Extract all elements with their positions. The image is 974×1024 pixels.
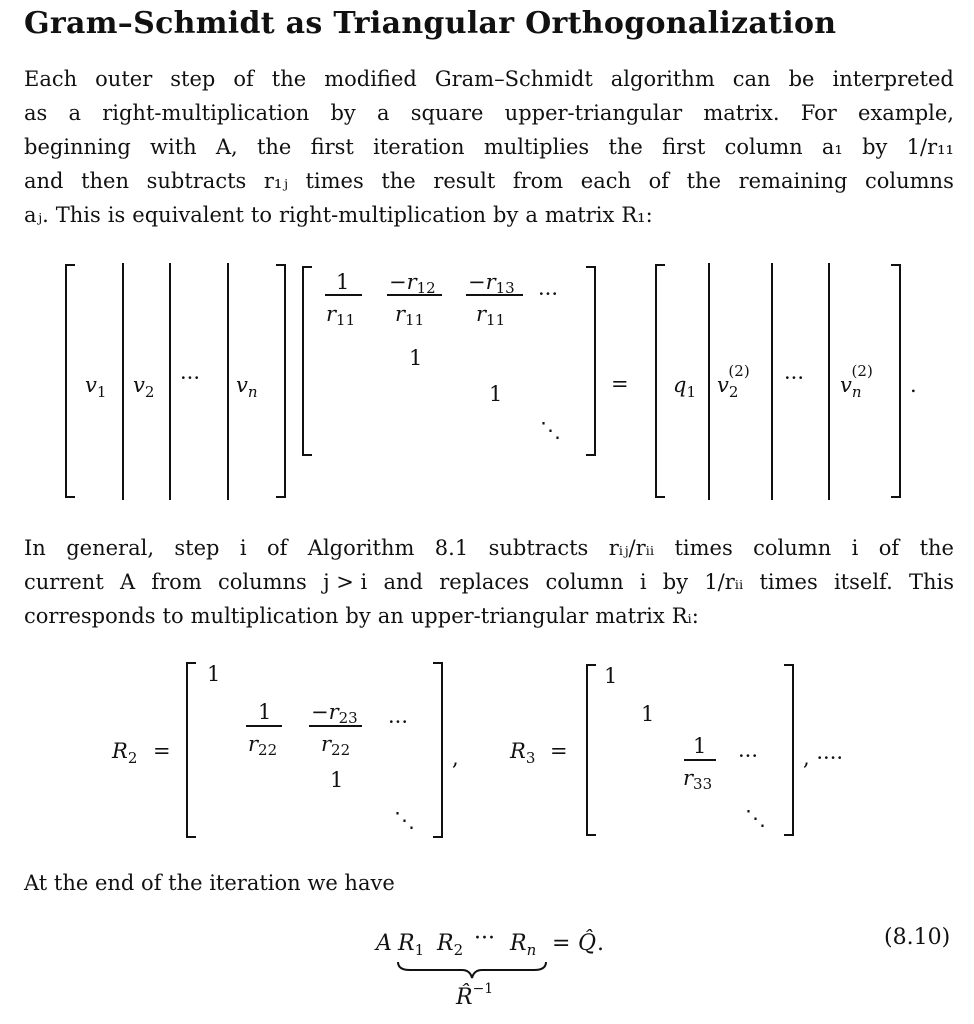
word: i	[639, 570, 647, 594]
word: This	[908, 570, 954, 594]
equation-r2-r3-matrices	[0, 655, 974, 850]
r3-ddots: ⋱	[745, 806, 766, 830]
word: the	[271, 67, 307, 91]
word: of	[648, 169, 670, 193]
word: j > i	[323, 570, 368, 594]
word: iteration	[373, 135, 465, 159]
word: subtracts	[488, 536, 589, 560]
word: This	[55, 203, 101, 227]
word: is	[107, 203, 126, 227]
word: right-multiplication	[102, 101, 310, 125]
word: A,	[215, 135, 238, 159]
equation-8-10	[0, 920, 974, 1024]
word: A	[119, 570, 136, 594]
word: interpreted	[832, 67, 954, 91]
word: by	[662, 570, 689, 594]
text-line	[24, 531, 954, 565]
word: column	[753, 536, 832, 560]
text-line	[24, 565, 954, 599]
word: 1/rᵢᵢ	[704, 570, 744, 594]
word: r₁ⱼ	[263, 169, 288, 193]
word: from	[151, 570, 202, 594]
lhs-v1: $v_1$	[85, 373, 107, 401]
eq3-A: A	[376, 931, 392, 956]
underbrace	[398, 962, 546, 978]
r2-entry-11: 1	[207, 662, 221, 686]
word: Each	[24, 67, 78, 91]
word: In	[24, 536, 46, 560]
word: the	[686, 169, 722, 193]
word: times	[674, 536, 733, 560]
word: multiplies	[483, 135, 590, 159]
word: Rᵢ:	[671, 604, 699, 628]
word: corresponds	[24, 604, 156, 628]
r3-entry-11: 1	[604, 664, 618, 688]
word: matrix.	[703, 101, 780, 125]
word: be	[788, 67, 815, 91]
equals-sign: =	[611, 372, 629, 396]
r3-entry-22: 1	[641, 702, 655, 726]
word: i	[239, 536, 247, 560]
r1-entry-11-num: 1	[336, 270, 350, 294]
word: each	[580, 169, 632, 193]
r2-entry-22-num: 1	[258, 700, 272, 724]
eq3-equals: =	[552, 931, 571, 956]
word: of	[233, 67, 254, 91]
word: by	[493, 203, 519, 227]
word: Gram–Schmidt	[434, 67, 593, 91]
word: step	[170, 67, 216, 91]
eq3-Rn: $R_n$	[510, 931, 537, 959]
intro-paragraph	[24, 62, 954, 232]
word: upper-triangular	[504, 101, 683, 125]
word: a	[525, 203, 538, 227]
text-line	[24, 164, 954, 198]
r2-label: $R_2$	[112, 739, 138, 767]
eq3-period: .	[597, 931, 604, 956]
lhs-v2: $v_2$	[133, 373, 155, 401]
word: by	[862, 135, 888, 159]
word: For	[800, 101, 837, 125]
word: as	[24, 101, 48, 125]
word: example,	[858, 101, 954, 125]
r2-ddots: ⋱	[394, 808, 415, 832]
word: first	[310, 135, 354, 159]
word: rᵢⱼ/rᵢᵢ	[608, 536, 655, 560]
word: by	[345, 604, 371, 628]
word: upper-triangular	[410, 604, 589, 628]
word: equivalent	[132, 203, 244, 227]
equation-number: (8.10)	[884, 925, 951, 950]
general-paragraph	[24, 531, 954, 633]
word: by	[330, 101, 356, 125]
word: of	[266, 536, 288, 560]
word: R₁:	[621, 203, 653, 227]
r1-row1-hdots: ···	[538, 282, 559, 306]
word: Algorithm	[307, 536, 415, 560]
word: a	[68, 101, 82, 125]
lhs-vn: $v_n$	[236, 373, 258, 401]
word: column	[724, 135, 803, 159]
word: and	[383, 570, 423, 594]
word: then	[81, 169, 129, 193]
equation-r1-multiplication	[0, 255, 974, 510]
r2-entry-33: 1	[330, 768, 344, 792]
r3-label: $R_3$	[510, 739, 536, 767]
r3-tail: , ····	[803, 746, 844, 770]
word: right-multiplication	[278, 203, 487, 227]
r1-entry-13-num: −r13	[468, 270, 515, 297]
r3-equals: =	[550, 739, 568, 763]
r2-entry-22-den: r22	[248, 732, 278, 759]
word: from	[512, 169, 564, 193]
word: the	[381, 169, 416, 193]
word: aⱼ.	[24, 203, 49, 227]
word: an	[377, 604, 404, 628]
section-title: Gram–Schmidt as Triangular Orthogonalization	[24, 6, 837, 41]
r1-entry-33: 1	[489, 382, 503, 406]
word: columns	[865, 169, 954, 193]
word: 8.1	[434, 536, 469, 560]
eq3-Rhat-inverse: R̂$^{-1}$	[456, 981, 494, 1010]
end-text: At the end of the iteration we have	[24, 871, 395, 895]
word: column	[545, 570, 624, 594]
word: beginning	[24, 135, 131, 159]
word: a₁	[821, 135, 843, 159]
eq3-Qhat: Q̂	[578, 931, 597, 956]
r1-entry-13-den: r11	[476, 302, 506, 329]
word: step	[174, 536, 220, 560]
rhs-hdots: ···	[784, 366, 805, 390]
word: matrix	[544, 203, 615, 227]
word: multiplication	[190, 604, 339, 628]
r3-row-hdots: ···	[738, 744, 759, 768]
word: modified	[324, 67, 417, 91]
word: of	[878, 536, 900, 560]
text-line	[24, 198, 954, 232]
rhs-q1: $q_1$	[673, 373, 696, 401]
word: times	[759, 570, 818, 594]
word: to	[250, 203, 272, 227]
eq3-R1: $R_1$	[398, 931, 425, 959]
text-line	[24, 62, 954, 96]
word: the	[256, 135, 292, 159]
word: times	[305, 169, 364, 193]
word: outer	[95, 67, 153, 91]
word: columns	[217, 570, 307, 594]
word: first	[662, 135, 706, 159]
text-line	[24, 96, 954, 130]
r2-equals: =	[153, 739, 171, 763]
rhs-vn-2: $v_n(2)$	[840, 362, 873, 401]
word: algorithm	[610, 67, 715, 91]
r1-entry-12-den: r11	[395, 302, 425, 329]
r2-entry-23-num: −r23	[311, 700, 358, 727]
word: with	[150, 135, 197, 159]
r2-entry-23-den: r22	[321, 732, 351, 759]
word: subtracts	[146, 169, 247, 193]
r1-entry-22: 1	[409, 346, 423, 370]
word: and	[24, 169, 64, 193]
word: itself.	[833, 570, 893, 594]
r3-entry-33-num: 1	[693, 734, 707, 758]
word: replaces	[439, 570, 530, 594]
end-paragraph	[24, 866, 954, 900]
rhs-v2-2: $v_2(2)$	[717, 362, 750, 401]
word: remaining	[738, 169, 848, 193]
r1-entry-12-num: −r12	[389, 270, 436, 297]
word: general,	[66, 536, 154, 560]
r2-row-hdots: ···	[388, 710, 409, 734]
r1-ddots: ⋱	[540, 418, 561, 442]
eq3-cdots: ···	[474, 926, 495, 951]
eq3-R2: $R_2$	[437, 931, 464, 959]
text-line	[24, 130, 954, 164]
word: matrix	[595, 604, 665, 628]
word: result	[433, 169, 496, 193]
word: the	[608, 135, 643, 159]
r2-comma: ,	[452, 746, 459, 770]
equation-period: .	[910, 373, 917, 397]
word: the	[919, 536, 954, 560]
word: a	[377, 101, 390, 125]
word: i	[851, 536, 859, 560]
r1-entry-11-den: r11	[326, 302, 356, 329]
word: to	[162, 604, 184, 628]
word: 1/r₁₁	[906, 135, 954, 159]
word: can	[732, 67, 771, 91]
word: current	[24, 570, 104, 594]
lhs-hdots: ···	[180, 366, 201, 390]
text-line	[24, 599, 954, 633]
word: square	[410, 101, 484, 125]
r3-entry-33-den: r33	[683, 766, 713, 793]
